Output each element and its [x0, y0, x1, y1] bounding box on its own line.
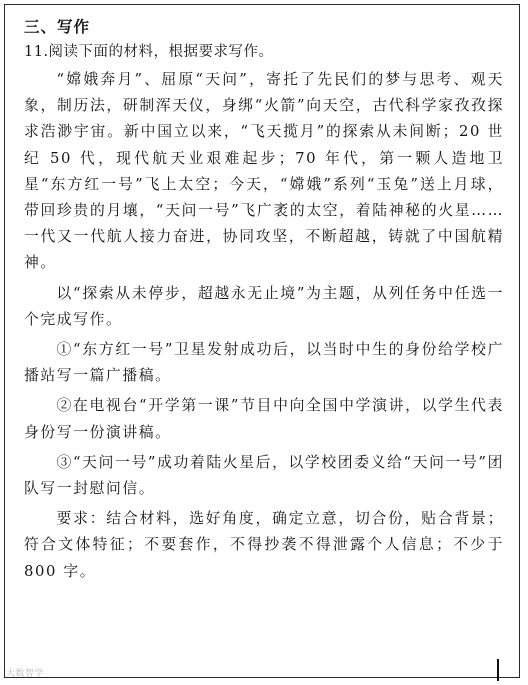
task-option-1: ①“东方红一号”卫星发射成功后，以当时中生的身份给学校广播站写一篇广播稿。: [24, 341, 504, 385]
theme-instruction: 以“探索从未停步，超越永无止境”为主题，从列任务中任选一个完成写作。: [24, 284, 504, 328]
material-paragraph: “嫦娥奔月”、屈原“天问”，寄托了先民们的梦与思考、观天象，制历法，研制浑天仪，身绑“火箭”向天空，古代科学家孜孜探求浩渺宇宙。新中国立以来，“飞天揽月”的探索从未间断；20 世纪 50 代，现代航天业艰难起步；70 年代，第一颗人造地卫星“东方红一号”飞上太空；今天，“嫦娥”系列“玉兔”送上月球，带回珍贵的月壤，“天问一号”飞广袤的太空，着陆神秘的火星……一代又一代航人接力奋进，协同攻坚，不断超越，铸就了中国航精神。: [24, 71, 504, 272]
question-prompt: 11.阅读下面的材料，根据要求写作。: [24, 44, 274, 60]
watermark-text: 大数智学: [6, 669, 45, 679]
requirements-text: 要求：结合材料，选好角度，确定立意，切合份，贴合背景；符合文体特征；不要套作，不得抄袭不得泄露个人信息；不少于 800 字。: [24, 510, 504, 580]
task-option-3: ③“天问一号”成功着陆火星后，以学校团委义给“天问一号”团队写一封慰问信。: [24, 453, 504, 498]
watermark-logo: [6, 666, 44, 679]
task-option-2: ②在电视台“开学第一课”节目中向全国中学演讲，以学生代表身份写一份演讲稿。: [24, 397, 504, 441]
document-body: [24, 14, 504, 585]
text-cursor: [497, 659, 499, 681]
section-title: 三、写作: [24, 18, 91, 36]
